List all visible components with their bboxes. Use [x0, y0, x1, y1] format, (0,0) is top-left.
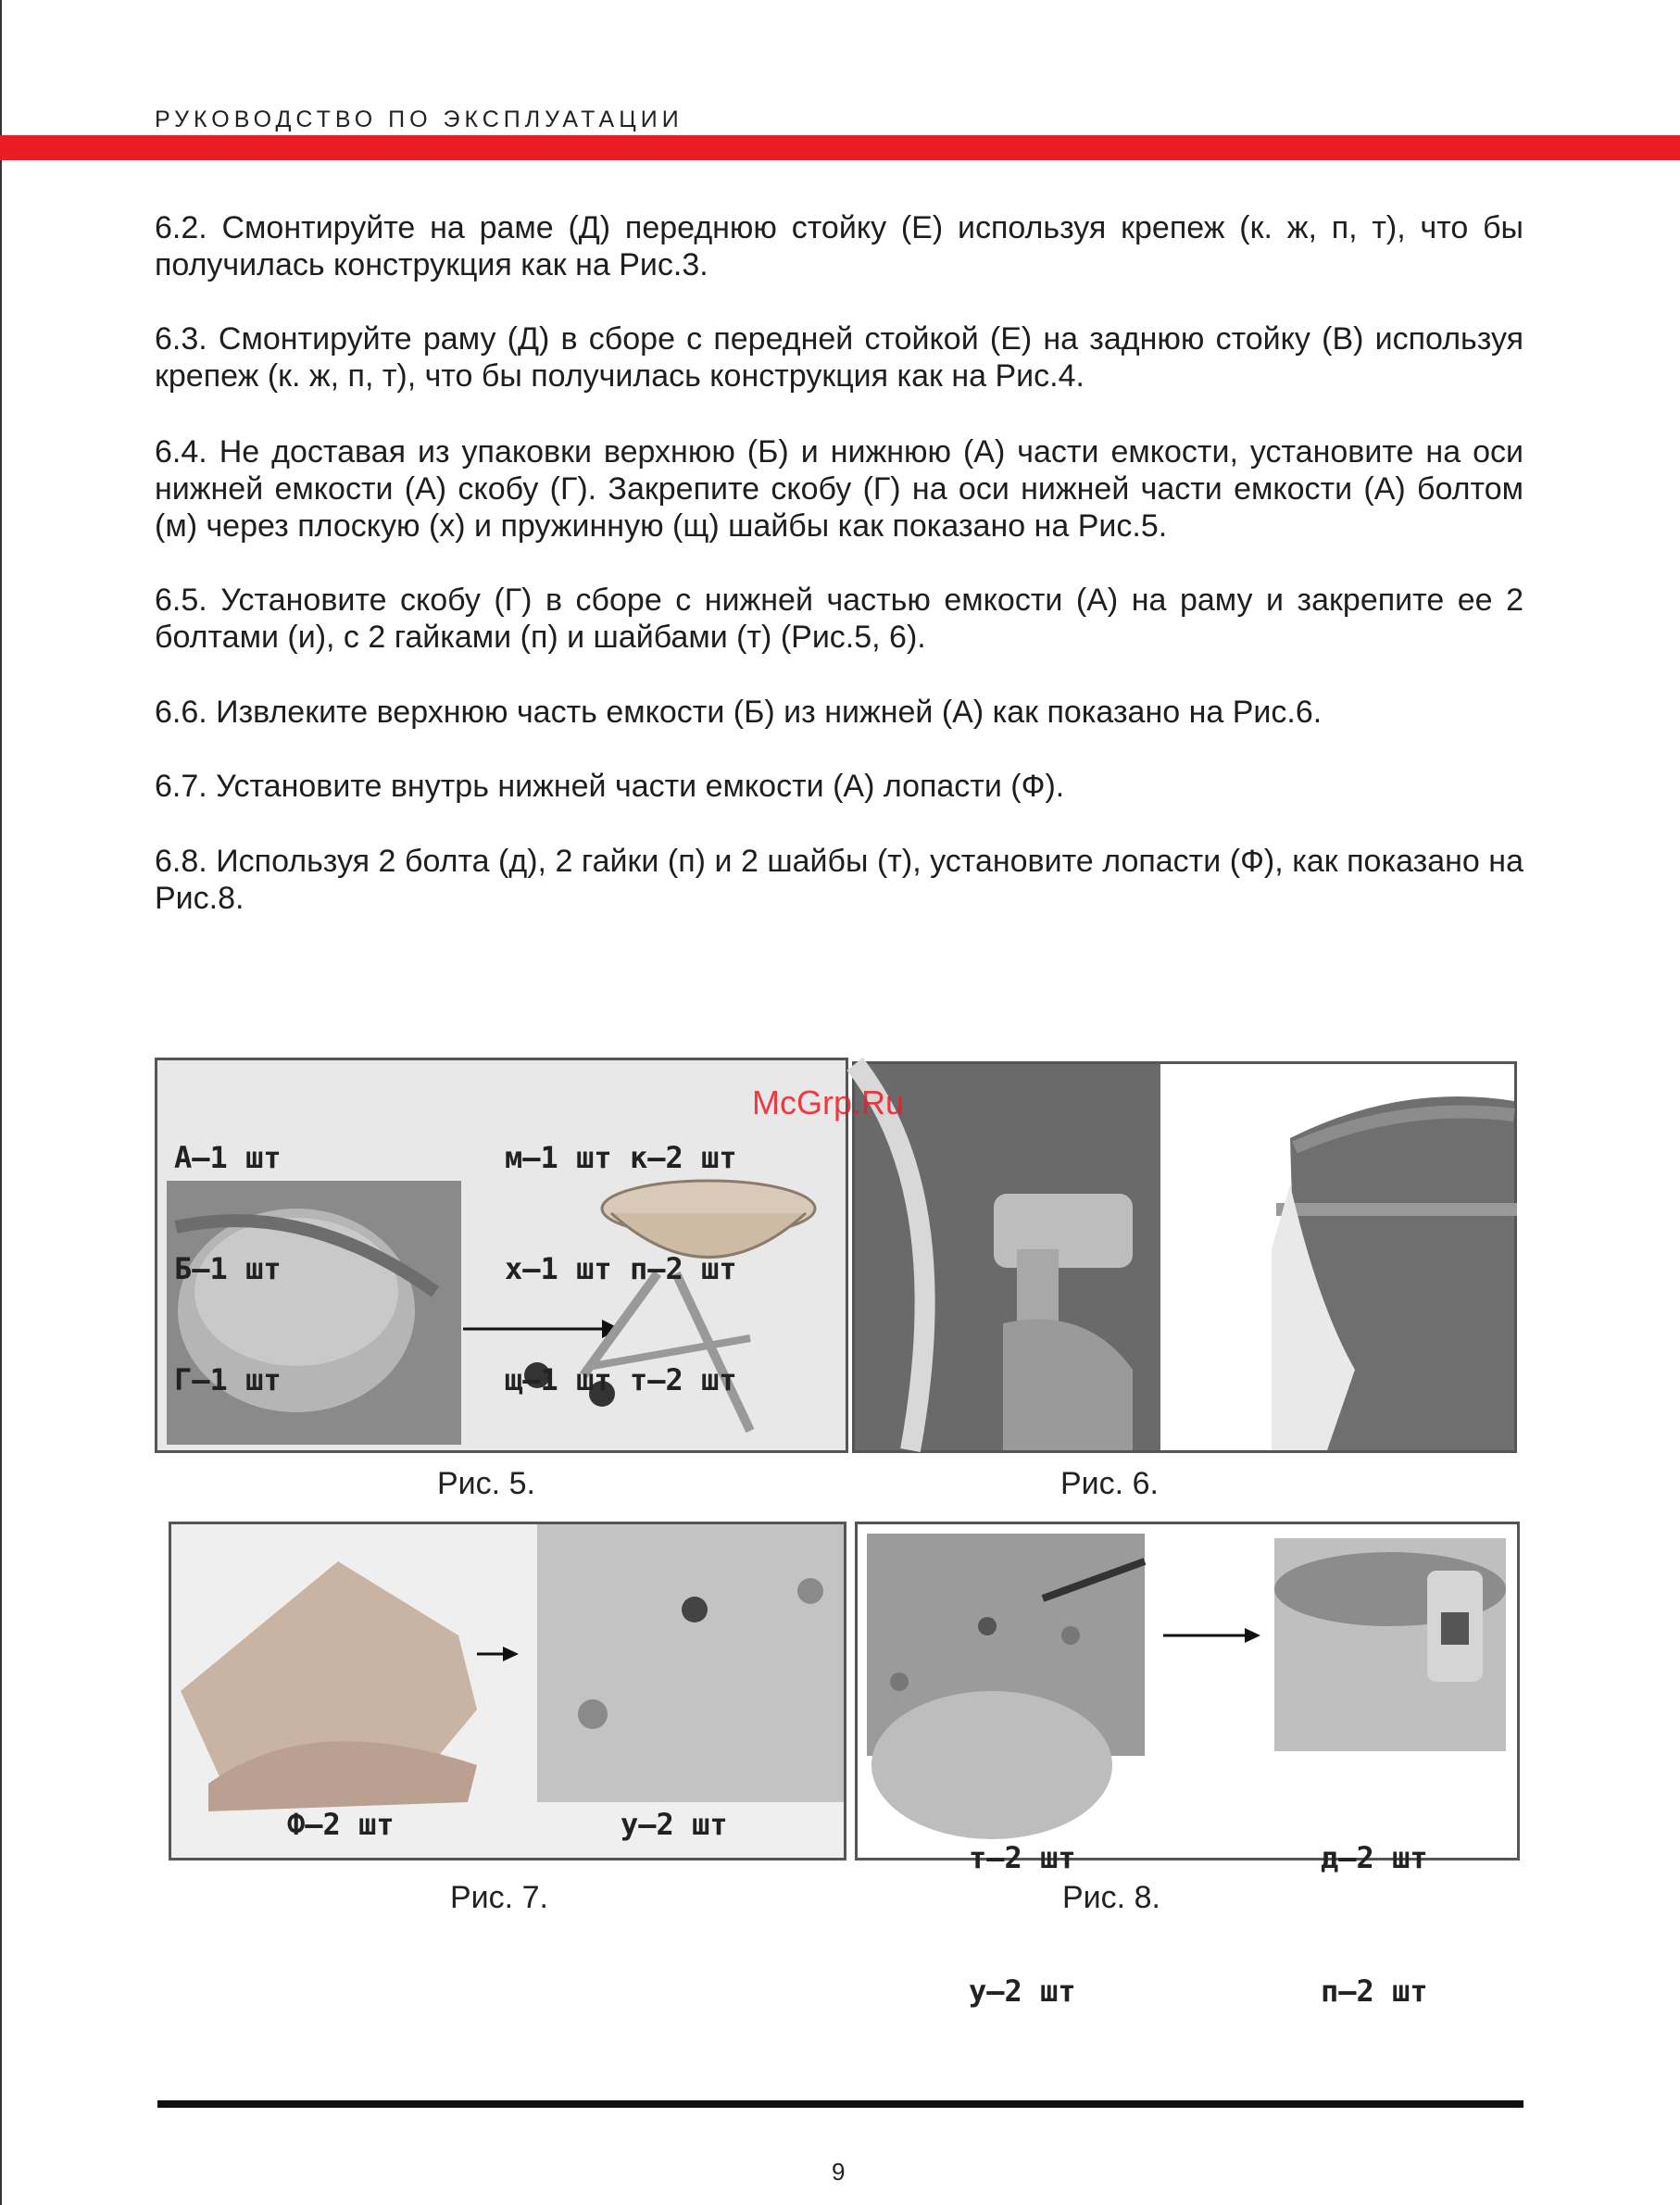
figure-6-photo: [855, 1064, 1514, 1450]
header-red-band: [0, 135, 1680, 160]
paragraph-6-2: 6.2. Смонтируйте на раме (Д) переднюю стойку (Е) используя крепеж (к. ж, п, т), что бы получилась конструкция как на Рис.3.: [155, 210, 1523, 282]
figure-7: [169, 1522, 846, 1860]
figure-5: [155, 1058, 848, 1453]
fig5-label: Б–1 шт: [174, 1251, 282, 1286]
watermark: McGrp.Ru: [752, 1084, 905, 1121]
fig8-label: д–2 шт: [1321, 1840, 1428, 1875]
figure-8-caption: Рис. 8.: [1062, 1880, 1160, 1915]
fig5-label: Г–1 шт: [174, 1362, 282, 1397]
figure-7-illustration: [171, 1524, 844, 1858]
fig5-labels-mid: [505, 1065, 612, 1472]
paragraph-6-7: 6.7. Установите внутрь нижней части емкости (А) лопасти (Ф).: [155, 769, 1065, 804]
header-title: РУКОВОДСТВО ПО ЭКСПЛУАТАЦИИ: [155, 106, 683, 132]
paragraph-6-6: 6.6. Извлеките верхнюю часть емкости (Б) из нижней (А) как показано на Рис.6.: [155, 695, 1323, 730]
fig5-labels-left: [174, 1065, 282, 1472]
fig8-labels-left: [969, 1747, 1076, 2102]
paragraph-6-4: 6.4. Не доставая из упаковки верхнюю (Б) и нижнюю (А) части емкости, установите на оси нижней емкости (А) скобу (Г). Закрепите скобу (Г) на оси нижней части емкости (А) болтом (м) через плоскую (х) и пружинную (щ) шайбы как показано на Рис.5.: [155, 434, 1523, 544]
fig5-labels-right: [630, 1065, 737, 1472]
fig5-label: т–2 шт: [630, 1362, 737, 1397]
fig5-label: х–1 шт: [505, 1251, 612, 1286]
figure-7-caption: Рис. 7.: [450, 1880, 548, 1915]
fig8-label: п–2 шт: [1321, 1973, 1428, 2009]
fig7-label-right: у–2 шт: [621, 1807, 728, 1842]
figure-6-caption: Рис. 6.: [1060, 1466, 1159, 1501]
figure-6: [852, 1061, 1517, 1453]
fig8-label: т–2 шт: [969, 1840, 1076, 1875]
fig8-label: у–2 шт: [969, 1973, 1076, 2009]
paragraph-6-3: 6.3. Смонтируйте раму (Д) в сборе с передней стойкой (Е) на заднюю стойку (В) используя крепеж (к. ж, п, т), что бы получилась конструкция как на Рис.4.: [155, 321, 1523, 394]
page-border: [0, 0, 2, 2205]
page-number: 9: [832, 2158, 846, 2186]
fig5-label: п–2 шт: [630, 1251, 737, 1286]
figure-5-caption: Рис. 5.: [437, 1466, 535, 1501]
paragraph-6-5: 6.5. Установите скобу (Г) в сборе с нижней частью емкости (А) на раму и закрепите ее 2 болтами (и), с 2 гайками (п) и шайбами (т) (Рис.5, 6).: [155, 583, 1523, 655]
paragraph-6-8: 6.8. Используя 2 болта (д), 2 гайки (п) и 2 шайбы (т), установите лопасти (Ф), как показано на Рис.8.: [155, 844, 1523, 916]
footer-rule: [157, 2100, 1523, 2108]
fig5-label: А–1 шт: [174, 1140, 282, 1175]
fig5-label: к–2 шт: [630, 1140, 737, 1175]
fig7-label-left: Ф–2 шт: [287, 1807, 395, 1842]
fig5-label: м–1 шт: [505, 1140, 612, 1175]
fig8-labels-right: [1321, 1747, 1428, 2102]
fig5-label: щ–1 шт: [505, 1362, 612, 1397]
